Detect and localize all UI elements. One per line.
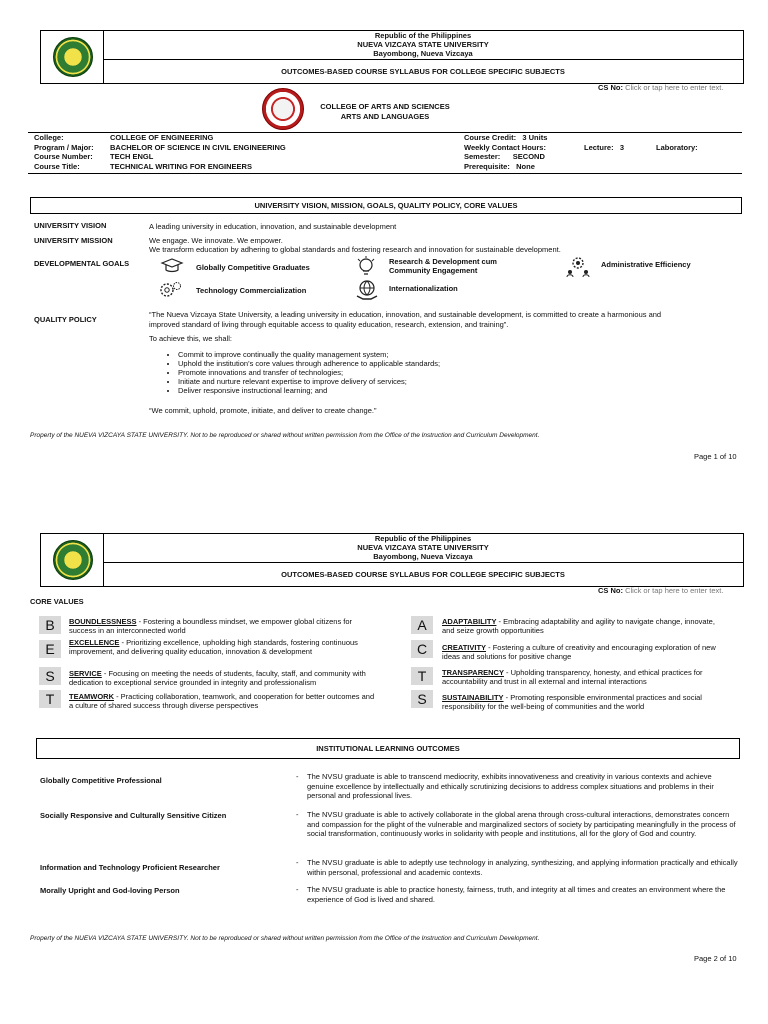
info-bottom-rule [28, 173, 742, 174]
course-title-label: Course Title: [34, 161, 80, 171]
goal-administrative-efficiency: Administrative Efficiency [601, 260, 691, 269]
header-line2: NUEVA VIZCAYA STATE UNIVERSITY [357, 40, 489, 49]
core-value-letter: S [39, 667, 61, 685]
college-label: College: [34, 133, 64, 142]
core-value-letter: T [411, 667, 433, 685]
core-value-text: - Practicing collaboration, teamwork, and cooperation for better outcomes and a culture of shared success through diverse perspectives [69, 692, 375, 710]
footer-note-page1: Property of the NUEVA VIZCAYA STATE UNIVERSITY. Not to be reproduced or shared without written permission from the Office of the Instruction and Curriculum Development. [30, 432, 540, 439]
technology-gears-icon [158, 280, 182, 300]
ilo-dash: - [296, 858, 299, 867]
page-number-2: Page 2 of 10 [694, 954, 737, 963]
header-subtitle: OUTCOMES-BASED COURSE SYLLABUS FOR COLLEGE SPECIFIC SUBJECTS [103, 59, 743, 84]
cs-no-label: CS No: [598, 83, 623, 92]
quality-policy-label: QUALITY POLICY [34, 315, 97, 324]
page-number-1: Page 1 of 10 [694, 452, 737, 461]
credit-value: 3 Units [522, 133, 548, 142]
page1-header [40, 30, 744, 84]
cs-no-label: CS No: [598, 586, 623, 595]
ilo-text-morally-upright: The NVSU graduate is able to practice honesty, fairness, truth, and integrity at all times and creates an environment where the experience of God is lived and shared. [307, 885, 726, 904]
ilo-text-it-proficient: The NVSU graduate is able to adeptly use technology in analyzing, synthesizing, and applying information practically and ethically within personal, professional and academic contexts. [307, 858, 738, 877]
department-name: ARTS AND LANGUAGES [340, 112, 430, 121]
core-value-name: TEAMWORK [69, 692, 114, 701]
ilo-text-socially-responsive: The NVSU graduate is able to actively collaborate in the global arena through cross-cultural interactions, demonstrates concern and compassion for the plight of the vulnerable and marginalized sectors of society by participating meaningfully in the process of social transformation, continuously works in solidarity with people and institutions, all for the glory of God and country. [307, 810, 736, 838]
core-value-name: TRANSPARENCY [442, 668, 504, 677]
ilo-label-morally-upright: Morally Upright and God-loving Person [40, 886, 180, 895]
list-item: • Initiate and nurture relevant expertise to improve delivery of services; [178, 377, 440, 386]
header-line1: Republic of the Philippines [374, 31, 472, 40]
contact-hours-label: Weekly Contact Hours: [464, 142, 546, 152]
header-line3: Bayombong, Nueva Vizcaya [373, 49, 473, 58]
goal-research-development [389, 257, 497, 275]
lightbulb-icon [356, 256, 376, 278]
college-name: COLLEGE OF ARTS AND SCIENCES [320, 102, 450, 111]
quality-policy-line2: improved standard of living through equitable access to quality education, research, extension, and training”. [149, 320, 509, 329]
core-value-letter: S [411, 690, 433, 708]
goal-research-line1: Research & Development cum [389, 257, 497, 266]
prereq-value: None [516, 161, 535, 171]
goals-label: DEVELOPMENTAL GOALS [34, 259, 130, 268]
logo-cell [41, 534, 104, 586]
quality-policy-closing: “We commit, uphold, promote, initiate, and deliver to create change.” [149, 406, 377, 415]
goal-research-line2: Community Engagement [389, 266, 478, 275]
gear-people-icon [566, 255, 590, 277]
quality-policy-achieve: To achieve this, we shall: [149, 334, 232, 343]
semester-value: SECOND [512, 152, 545, 161]
college-block [310, 102, 460, 122]
core-value-name: BOUNDLESSNESS [69, 617, 137, 626]
page2-header [40, 533, 744, 587]
header-line1: Republic of the Philippines [374, 534, 472, 543]
ilo-label-globally-competitive: Globally Competitive Professional [40, 776, 162, 785]
list-item: • Promote innovations and transfer of technologies; [178, 368, 440, 377]
core-value-text: - Embracing adaptability and agility to navigate change, innovate, and seize growth opportunities [442, 617, 715, 635]
core-value-name: SERVICE [69, 669, 102, 678]
cs-no-field[interactable]: Click or tap here to enter text. [625, 83, 724, 92]
quality-policy-line1: “The Nueva Vizcaya State University, a leading university in education, innovation, and sustainable development, is committed to create a harmonious and [149, 310, 662, 319]
goal-globally-competitive: Globally Competitive Graduates [196, 263, 310, 272]
vision-label: UNIVERSITY VISION [34, 221, 107, 230]
course-info-left [34, 133, 286, 171]
vision-text: A leading university in education, innovation, and sustainable development [149, 222, 397, 231]
lecture-label: Lecture: [584, 142, 614, 152]
semester-label: Semester: [464, 152, 501, 161]
course-title-value: TECHNICAL WRITING FOR ENGINEERS [110, 161, 252, 171]
course-number-label: Course Number: [34, 152, 93, 161]
goal-internationalization: Internationalization [389, 284, 458, 293]
core-value-name: SUSTAINABILITY [442, 693, 504, 702]
core-value-letter: B [39, 616, 61, 634]
prereq-label: Prerequisite: [464, 161, 510, 171]
core-value-text: - Fostering a culture of creativity and encouraging exploration of new ideas and solutions for positive change [442, 643, 716, 661]
core-value-text: - Promoting responsible environmental practices and social responsibility for the well-being of communities and the world [442, 693, 702, 711]
university-seal-logo [53, 37, 93, 77]
footer-note-page2: Property of the NUEVA VIZCAYA STATE UNIVERSITY. Not to be reproduced or shared without written permission from the Office of the Instruction and Curriculum Development. [30, 935, 540, 942]
core-value-letter: T [39, 690, 61, 708]
ilo-label-socially-responsive: Socially Responsive and Culturally Sensitive Citizen [40, 811, 227, 820]
core-value-transparency [442, 668, 727, 686]
list-item: • Deliver responsive instructional learning; and [178, 386, 440, 395]
header-lines [103, 31, 743, 58]
college-seal-logo [262, 88, 304, 130]
course-info-right [464, 133, 742, 171]
course-number-value: TECH ENGL [110, 152, 154, 161]
ilo-title: INSTITUTIONAL LEARNING OUTCOMES [36, 738, 740, 759]
college-value: COLLEGE OF ENGINEERING [110, 133, 214, 142]
list-item: • Commit to improve continually the quality management system; [178, 350, 440, 359]
core-value-letter: A [411, 616, 433, 634]
mission-line1: We engage. We innovate. We empower. [149, 236, 283, 245]
header-line3: Bayombong, Nueva Vizcaya [373, 552, 473, 561]
core-value-sustainability [442, 693, 727, 711]
core-value-name: ADAPTABILITY [442, 617, 497, 626]
list-item: • Uphold the institution’s core values through adherence to applicable standards; [178, 359, 440, 368]
goal-technology-commercialization: Technology Commercialization [196, 286, 307, 295]
program-label: Program / Major: [34, 142, 94, 152]
cs-no-field[interactable]: Click or tap here to enter text. [625, 586, 724, 595]
header-subtitle: OUTCOMES-BASED COURSE SYLLABUS FOR COLLEGE SPECIFIC SUBJECTS [103, 562, 743, 587]
mission-line2: We transform education by adhering to global standards and fostering research and innovation for sustainable development. [149, 245, 561, 254]
ilo-dash: - [296, 772, 299, 781]
cs-no [598, 586, 723, 595]
logo-cell [41, 31, 104, 83]
cs-no [598, 83, 723, 92]
credit-label: Course Credit: [464, 133, 517, 142]
ilo-dash: - [296, 885, 299, 894]
core-value-letter: E [39, 640, 61, 658]
graduation-cap-icon [160, 257, 184, 275]
quality-policy-list [166, 350, 440, 395]
core-value-text: - Prioritizing excellence, upholding high standards, fostering continuous improvement, and delivering quality education, innovation & development [69, 638, 358, 656]
ilo-text-globally-competitive: The NVSU graduate is able to transcend mediocrity, exhibits innovativeness and creativity in various contexts and achieve genuine excellence by intellectually and ethically scrutinizing decisions to address complex situations and problems in their personal and professional lives. [307, 772, 714, 800]
program-value: BACHELOR OF SCIENCE IN CIVIL ENGINEERING [110, 142, 286, 152]
core-value-text: - Fostering a boundless mindset, we empower global citizens for success in an interconnected world [69, 617, 353, 635]
core-value-service [69, 669, 379, 687]
handshake-globe-icon [355, 280, 379, 300]
core-value-letter: C [411, 640, 433, 658]
core-value-text: - Focusing on meeting the needs of students, faculty, staff, and community with dedication to exceptional service grounded in integrity and professionalism [69, 669, 366, 687]
laboratory-label: Laboratory: [656, 142, 698, 152]
core-values-title: CORE VALUES [30, 597, 84, 606]
ilo-label-it-proficient: Information and Technology Proficient Researcher [40, 863, 220, 872]
core-value-creativity [442, 643, 727, 661]
core-value-teamwork [69, 692, 379, 710]
university-seal-logo [53, 540, 93, 580]
core-value-name: EXCELLENCE [69, 638, 120, 647]
core-value-adaptability [442, 617, 727, 635]
ilo-dash: - [296, 810, 299, 819]
core-value-excellence [69, 638, 379, 656]
core-value-boundlessness [69, 617, 379, 635]
core-value-text: - Upholding transparency, honesty, and ethical practices for accountability and trust in all external and internal interactions [442, 668, 703, 686]
header-line2: NUEVA VIZCAYA STATE UNIVERSITY [357, 543, 489, 552]
lecture-value: 3 [619, 142, 625, 152]
vmgo-title: UNIVERSITY VISION, MISSION, GOALS, QUALITY POLICY, CORE VALUES [30, 197, 742, 214]
core-value-name: CREATIVITY [442, 643, 487, 652]
header-lines [103, 534, 743, 561]
mission-label: UNIVERSITY MISSION [34, 236, 113, 245]
